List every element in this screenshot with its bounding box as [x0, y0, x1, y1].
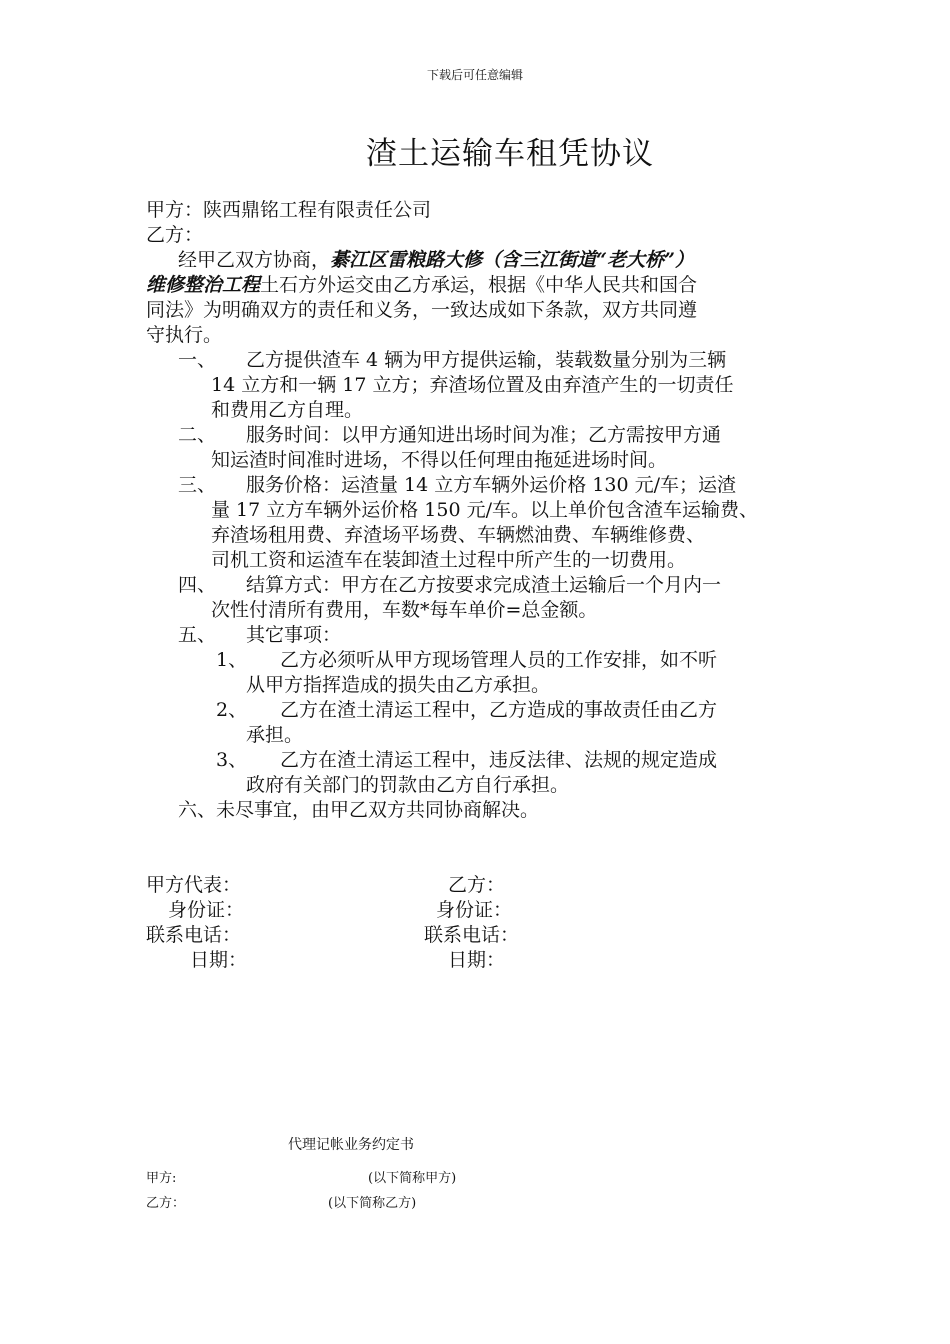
intro-line-2 [146, 273, 697, 298]
intro-text: 土石方外运交由乙方承运，根据《中华人民共和国合 [260, 274, 698, 296]
party-b-phone-label: 联系电话： [424, 924, 520, 946]
project-name: 綦江区雷粮路大修（含三江街道“老大桥”） [330, 249, 694, 271]
appendix-party-b-label: 乙方： [146, 1196, 186, 1211]
intro-text: 经甲乙双方协商， [178, 249, 331, 271]
sub-item-2-line-1: 乙方在渣土清运工程中，乙方造成的事故责任由乙方 [280, 699, 718, 721]
clause-2-line-2: 知运渣时间准时进场，不得以任何理由拖延进场时间。 [211, 449, 668, 471]
intro-line-3: 同法》为明确双方的责任和义务，一致达成如下条款，双方共同遵 [146, 299, 698, 321]
sub-item-3-line-1: 乙方在渣土清运工程中，违反法律、法规的规定造成 [280, 749, 718, 771]
intro-line-1 [178, 248, 694, 273]
clause-4-line-1: 结算方式：甲方在乙方按要求完成渣土运输后一个月内一 [246, 574, 722, 596]
clause-2-line-1: 服务时间：以甲方通知进出场时间为准；乙方需按甲方通 [246, 424, 722, 446]
clause-1-number: 一、 [178, 349, 217, 371]
clause-1-line-2: 14 立方和一辆 17 立方；弃渣场位置及由弃渣产生的一切责任 [211, 374, 734, 396]
sub-item-3-number: 3、 [216, 749, 248, 771]
sub-item-2-line-2: 承担。 [246, 724, 304, 746]
sub-item-3-line-2: 政府有关部门的罚款由乙方自行承担。 [246, 774, 570, 796]
clause-1-line-1: 乙方提供渣车 4 辆为甲方提供运输，装载数量分别为三辆 [246, 349, 727, 371]
clause-1-line-3: 和费用乙方自理。 [211, 399, 364, 421]
clause-5-number: 五、 [178, 624, 217, 646]
clause-4-line-2: 次性付清所有费用，车数*每车单价=总金额。 [211, 599, 598, 621]
clause-3-number: 三、 [178, 474, 217, 496]
header-note: 下载后可任意编辑 [426, 68, 523, 82]
party-a-id-label: 身份证： [168, 899, 245, 921]
sub-item-1-line-1: 乙方必须听从甲方现场管理人员的工作安排，如不听 [280, 649, 718, 671]
clause-2-number: 二、 [178, 424, 217, 446]
clause-4-number: 四、 [178, 574, 217, 596]
party-b-date-label: 日期： [448, 949, 506, 971]
clause-3-line-4: 司机工资和运渣车在装卸渣土过程中所产生的一切费用。 [211, 549, 687, 571]
clause-6: 六、未尽事宜，由甲乙双方共同协商解决。 [178, 799, 540, 821]
appendix-party-a-label: 甲方: [146, 1171, 177, 1186]
party-b-line: 乙方： [146, 224, 204, 246]
party-a-rep-label: 甲方代表： [146, 874, 242, 896]
party-b-id-label: 身份证： [436, 899, 513, 921]
project-name-cont: 维修整治工程 [146, 274, 261, 296]
clause-3-line-2: 量 17 立方车辆外运价格 150 元/车。以上单价包含渣车运输费、 [211, 499, 759, 521]
appendix-party-b-note: (以下简称乙方) [328, 1196, 417, 1211]
appendix-title: 代理记帐业务约定书 [288, 1137, 414, 1153]
party-a-phone-label: 联系电话： [146, 924, 242, 946]
sub-item-2-number: 2、 [216, 699, 248, 721]
party-b-sign-label: 乙方： [448, 874, 506, 896]
party-a-date-label: 日期： [190, 949, 248, 971]
sub-item-1-line-2: 从甲方指挥造成的损失由乙方承担。 [246, 674, 551, 696]
clause-3-line-3: 弃渣场租用费、弃渣场平场费、车辆燃油费、车辆维修费、 [211, 524, 706, 546]
clause-3-line-1: 服务价格：运渣量 14 立方车辆外运价格 130 元/车；运渣 [246, 474, 737, 496]
party-a-line: 甲方：陕西鼎铭工程有限责任公司 [146, 199, 432, 221]
sub-item-1-number: 1、 [216, 649, 248, 671]
appendix-party-a-note: (以下简称甲方) [368, 1171, 457, 1186]
clause-5-heading: 其它事项： [246, 624, 342, 646]
intro-line-4: 守执行。 [146, 324, 223, 346]
page-title: 渣土运输车租凭协议 [366, 136, 654, 172]
